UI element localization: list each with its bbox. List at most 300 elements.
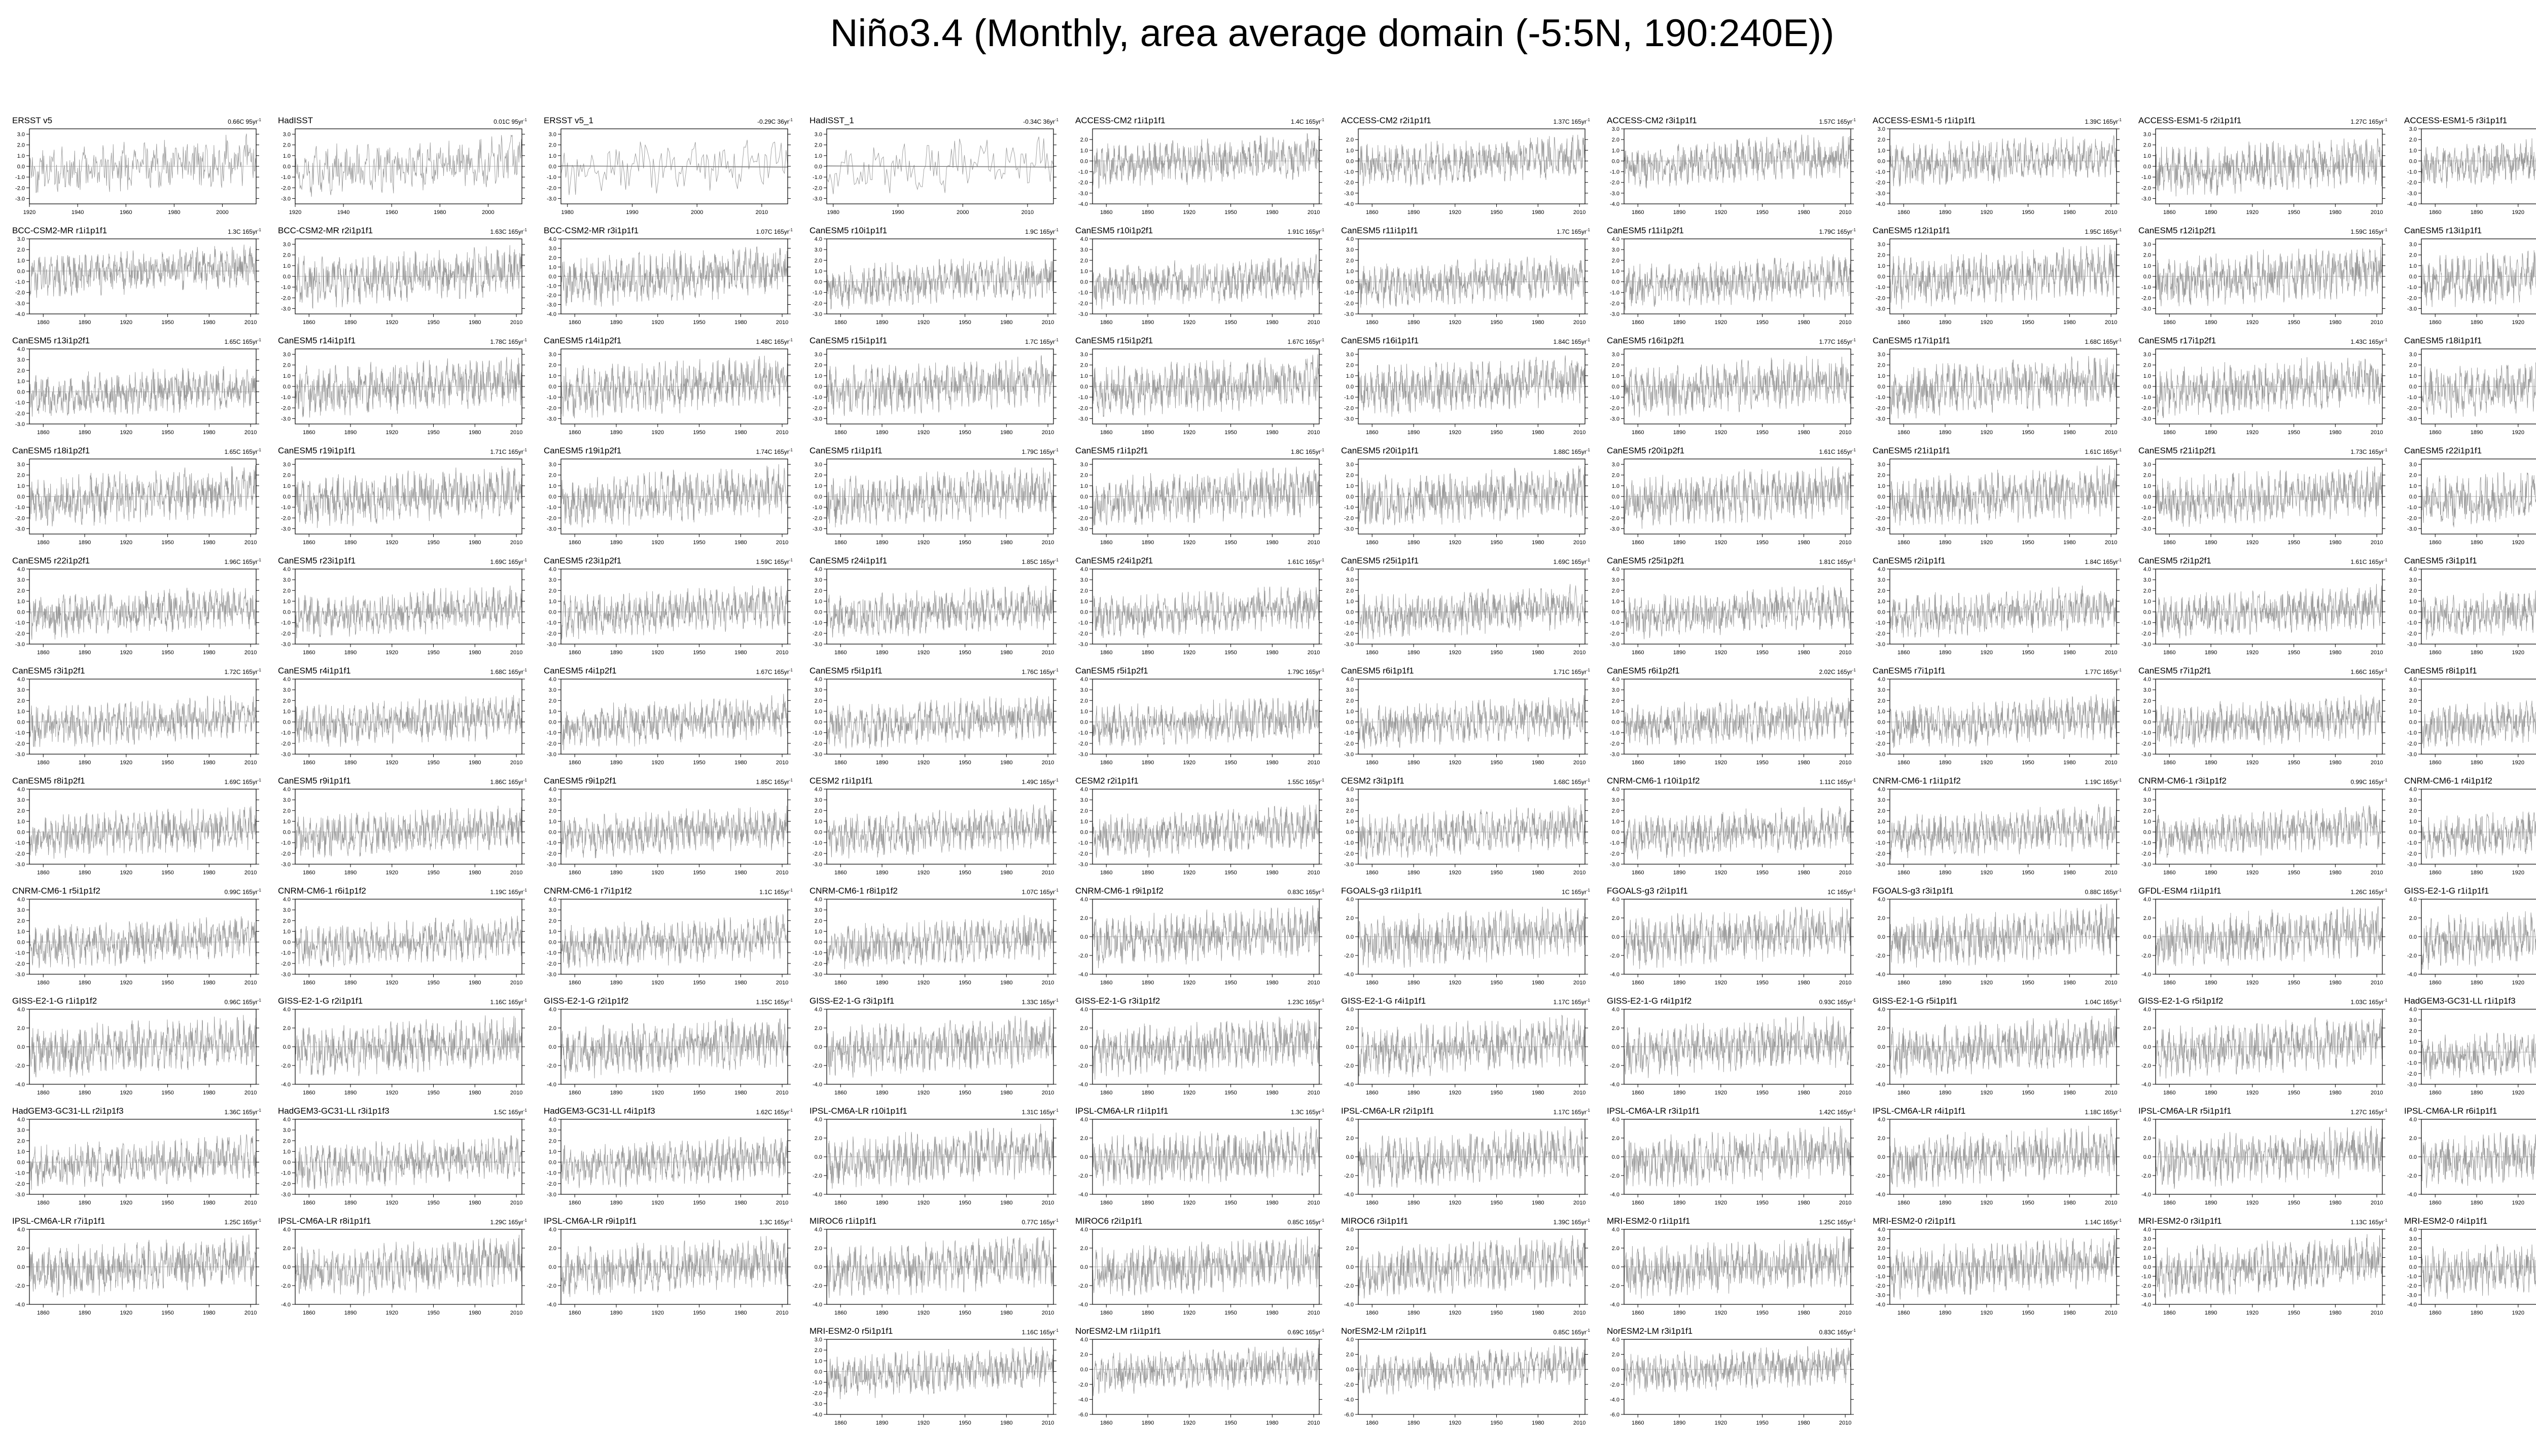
y-tick-label: 2.0 xyxy=(1346,1352,1354,1358)
y-tick-label: 3.0 xyxy=(548,351,556,358)
y-tick-label: 4.0 xyxy=(1877,787,1885,793)
y-tick-label: 3.0 xyxy=(1346,687,1354,694)
x-tick-label: 2010 xyxy=(510,980,523,986)
x-tick-label: 1980 xyxy=(203,980,216,986)
y-tick-label: -2.0 xyxy=(281,740,291,747)
y-tick-label: 3.0 xyxy=(1611,797,1619,804)
trend-exponent: -1 xyxy=(1586,228,1590,232)
x-tick-label: 1920 xyxy=(1183,319,1196,326)
x-tick-label: 1860 xyxy=(2429,209,2442,216)
panel-title: CanESM5 r4i1p2f1 xyxy=(544,666,617,676)
panel-title: GISS-E2-1-G r3i1p1f2 xyxy=(1075,996,1160,1006)
x-tick-label: 1950 xyxy=(2022,760,2034,766)
x-tick-label: 1860 xyxy=(2163,1200,2176,1206)
series-line xyxy=(29,366,256,417)
trend-exponent: -1 xyxy=(1852,888,1856,893)
panel-title: MRI-ESM2-0 r4i1p1f1 xyxy=(2404,1216,2488,1226)
y-tick-label: 2.0 xyxy=(814,1135,822,1142)
x-tick-label: 1980 xyxy=(734,760,747,766)
x-tick-label: 2010 xyxy=(1573,319,1586,326)
x-tick-label: 1860 xyxy=(1632,1090,1644,1096)
y-tick-label: 3.0 xyxy=(283,351,291,358)
series-line xyxy=(1093,1017,1319,1080)
y-tick-label: 4.0 xyxy=(283,1007,291,1013)
series-line xyxy=(1358,1015,1585,1077)
x-tick-label: 1950 xyxy=(1490,1090,1503,1096)
x-tick-label: 1860 xyxy=(569,1200,581,1206)
y-tick-label: -2.0 xyxy=(2141,850,2151,857)
y-tick-label: -4.0 xyxy=(2141,1192,2151,1198)
x-tick-label: 1980 xyxy=(2329,870,2342,876)
x-tick-label: 1890 xyxy=(78,1090,91,1096)
y-tick-label: 3.0 xyxy=(2143,461,2151,468)
x-tick-label: 1920 xyxy=(651,1090,664,1096)
y-tick-label: 3.0 xyxy=(2409,126,2417,132)
y-tick-label: 2.0 xyxy=(814,918,822,925)
panel-title: IPSL-CM6A-LR r10i1p1f1 xyxy=(809,1106,907,1116)
y-tick-label: 2.0 xyxy=(283,1246,291,1252)
x-tick-label: 1860 xyxy=(1100,1420,1113,1426)
y-tick-label: -3.0 xyxy=(1078,416,1088,422)
trend-exponent: -1 xyxy=(523,118,527,122)
timeseries-panel xyxy=(1334,116,1590,217)
y-tick-label: -3.0 xyxy=(15,972,25,978)
x-tick-label: 1980 xyxy=(1000,430,1013,436)
x-tick-label: 1950 xyxy=(2022,540,2034,546)
series-line xyxy=(1358,584,1585,640)
y-tick-label: -1.0 xyxy=(2141,174,2151,181)
series-line xyxy=(1093,354,1319,416)
y-tick-label: -3.0 xyxy=(1344,311,1354,317)
x-tick-label: 2010 xyxy=(2104,760,2118,766)
x-tick-label: 1920 xyxy=(917,430,930,436)
series-line xyxy=(1890,356,2117,418)
x-tick-label: 1980 xyxy=(1266,870,1279,876)
y-tick-label: -3.0 xyxy=(15,642,25,648)
y-tick-label: 0.0 xyxy=(814,494,822,500)
x-tick-label: 1860 xyxy=(2163,540,2176,546)
y-tick-label: 3.0 xyxy=(1877,351,1885,358)
plot-frame xyxy=(1358,679,1585,754)
series-line xyxy=(1890,586,2117,637)
trend-exponent: -1 xyxy=(1586,118,1590,122)
y-tick-label: 3.0 xyxy=(2143,241,2151,248)
panel-title: CanESM5 r15i1p1f1 xyxy=(809,336,888,345)
y-tick-label: 1.0 xyxy=(1080,708,1088,715)
y-tick-label: 0.0 xyxy=(548,164,556,170)
trend-exponent: -1 xyxy=(2118,118,2122,122)
y-tick-label: 1.0 xyxy=(1346,148,1354,154)
y-tick-label: 4.0 xyxy=(548,787,556,793)
trend-value: 1.5C xyxy=(494,1109,507,1116)
y-tick-label: -2.0 xyxy=(2141,1283,2151,1289)
y-tick-label: 4.0 xyxy=(814,787,822,793)
x-tick-label: 1950 xyxy=(2287,209,2300,216)
y-tick-label: 3.0 xyxy=(2409,1236,2417,1242)
trend-value: 1.76C xyxy=(1022,668,1038,676)
x-tick-label: 2010 xyxy=(1041,319,1054,326)
y-tick-label: 3.0 xyxy=(2409,351,2417,358)
y-tick-label: -3.0 xyxy=(2407,190,2417,197)
x-tick-label: 1890 xyxy=(1939,319,1952,326)
panel-title: CESM2 r2i1p1f1 xyxy=(1075,776,1139,786)
x-tick-label: 1860 xyxy=(834,1420,847,1426)
trend-period: 165yr xyxy=(1837,228,1852,235)
y-tick-label: -4.0 xyxy=(1876,201,1885,207)
x-tick-label: 1860 xyxy=(569,870,581,876)
trend-period: 165yr xyxy=(1571,448,1587,455)
timeseries-panel xyxy=(5,116,261,217)
x-tick-label: 1890 xyxy=(1939,980,1952,986)
x-tick-label: 1860 xyxy=(834,1310,847,1316)
timeseries-panel xyxy=(1068,886,1324,987)
y-tick-label: 2.0 xyxy=(1611,1025,1619,1032)
x-tick-label: 1890 xyxy=(610,319,623,326)
y-tick-label: -2.0 xyxy=(1078,1173,1088,1179)
panel-plot xyxy=(537,226,793,327)
panel-title: MRI-ESM2-0 r1i1p1f1 xyxy=(1607,1216,1690,1226)
y-tick-label: 2.0 xyxy=(2143,1135,2151,1142)
y-tick-label: -2.0 xyxy=(1876,953,1885,959)
x-tick-label: 1980 xyxy=(203,430,216,436)
y-tick-label: -4.0 xyxy=(2141,1302,2151,1308)
y-tick-label: 3.0 xyxy=(1877,1236,1885,1242)
y-tick-label: 2.0 xyxy=(1877,808,1885,814)
y-tick-label: -3.0 xyxy=(2141,526,2151,532)
timeseries-panel xyxy=(1068,116,1324,217)
trend-value: 1.68C xyxy=(2085,338,2101,345)
panel-title: MIROC6 r2i1p1f1 xyxy=(1075,1216,1143,1226)
y-tick-label: -2.0 xyxy=(1344,1063,1354,1069)
x-tick-label: 1860 xyxy=(1100,650,1113,656)
x-tick-label: 2010 xyxy=(2370,870,2383,876)
panel-title: ERSST v5_1 xyxy=(544,116,593,125)
y-tick-label: -4.0 xyxy=(1610,1302,1619,1308)
trend-value: 1.79C xyxy=(1022,448,1038,455)
timeseries-panel xyxy=(1068,776,1324,877)
x-tick-label: 1980 xyxy=(1266,650,1279,656)
x-tick-label: 1960 xyxy=(385,209,398,216)
y-tick-label: 1.0 xyxy=(17,378,25,385)
panel-plot xyxy=(1334,1216,1590,1318)
x-tick-label: 1920 xyxy=(1714,430,1728,436)
x-tick-label: 1860 xyxy=(37,319,50,326)
series-line xyxy=(2156,138,2382,196)
series-line xyxy=(1358,466,1585,525)
x-tick-label: 2010 xyxy=(1573,870,1586,876)
x-tick-label: 1860 xyxy=(1897,870,1910,876)
y-tick-label: 1.0 xyxy=(814,268,822,275)
x-tick-label: 1890 xyxy=(2204,540,2217,546)
x-tick-label: 1980 xyxy=(1000,319,1013,326)
trend-exponent: -1 xyxy=(1852,118,1856,122)
x-tick-label: 1920 xyxy=(917,1420,930,1426)
trend-exponent: -1 xyxy=(1852,1108,1856,1113)
x-tick-label: 1950 xyxy=(693,540,706,546)
y-tick-label: -1.0 xyxy=(1344,505,1354,511)
panel-title: GISS-E2-1-G r2i1p1f2 xyxy=(544,996,629,1006)
y-tick-label: 2.0 xyxy=(1877,472,1885,479)
x-tick-label: 2010 xyxy=(2370,760,2383,766)
y-tick-label: 4.0 xyxy=(548,1227,556,1233)
y-tick-label: 1.0 xyxy=(548,819,556,825)
panel-plot xyxy=(802,336,1059,437)
panel-title: IPSL-CM6A-LR r5i1p1f1 xyxy=(2138,1106,2232,1116)
timeseries-panel xyxy=(1334,666,1590,767)
trend-value: 1.62C xyxy=(756,1109,772,1116)
trend-period: 165yr xyxy=(1571,118,1587,125)
x-tick-label: 1920 xyxy=(651,319,664,326)
y-tick-label: 4.0 xyxy=(814,1227,822,1233)
x-tick-label: 1920 xyxy=(385,650,399,656)
y-tick-label: -3.0 xyxy=(1876,1292,1885,1299)
y-tick-label: 2.0 xyxy=(1346,808,1354,814)
y-tick-label: -3.0 xyxy=(547,302,556,308)
trend-value: 0.66C xyxy=(228,118,244,125)
y-tick-label: 3.0 xyxy=(1877,687,1885,694)
x-tick-label: 1950 xyxy=(1224,319,1237,326)
y-tick-label: 0.0 xyxy=(283,274,291,280)
y-tick-label: -3.0 xyxy=(813,862,822,868)
y-tick-label: 0.0 xyxy=(548,1159,556,1166)
x-tick-label: 2010 xyxy=(1839,760,1852,766)
y-tick-label: -2.0 xyxy=(547,185,556,192)
y-tick-label: 0.0 xyxy=(1080,384,1088,390)
series-line xyxy=(1624,696,1851,745)
panel-title: IPSL-CM6A-LR r4i1p1f1 xyxy=(1873,1106,1966,1116)
x-tick-label: 1980 xyxy=(1266,1420,1279,1426)
panel-plot xyxy=(2397,666,2536,767)
x-tick-label: 2010 xyxy=(776,870,789,876)
y-tick-label: 4.0 xyxy=(2143,677,2151,683)
timeseries-panel xyxy=(1865,556,2122,657)
trend-exponent: -1 xyxy=(1586,778,1590,783)
panel-title: CanESM5 r13i1p1f1 xyxy=(2404,226,2482,235)
x-tick-label: 1890 xyxy=(2204,1310,2217,1316)
series-line xyxy=(1093,1236,1319,1296)
x-tick-label: 1890 xyxy=(610,870,623,876)
y-tick-label: -3.0 xyxy=(2407,416,2417,422)
x-tick-label: 2010 xyxy=(1573,760,1586,766)
y-tick-label: 1.0 xyxy=(1611,373,1619,379)
trend-exponent: -1 xyxy=(1320,228,1324,232)
x-tick-label: 1860 xyxy=(1632,980,1644,986)
series-line xyxy=(1890,694,2117,748)
panel-plot xyxy=(2397,776,2536,877)
x-tick-label: 1950 xyxy=(1224,209,1237,216)
x-tick-label: 1890 xyxy=(2204,650,2217,656)
x-tick-label: 1890 xyxy=(1939,540,1952,546)
y-tick-label: -2.0 xyxy=(2407,850,2417,857)
trend-exponent: -1 xyxy=(257,448,261,452)
x-tick-label: 1920 xyxy=(2512,430,2525,436)
x-tick-label: 1860 xyxy=(1100,760,1113,766)
y-tick-label: 3.0 xyxy=(2409,797,2417,804)
x-tick-label: 1920 xyxy=(2246,980,2259,986)
trend-value: 0.96C xyxy=(224,999,241,1006)
x-tick-label: 2010 xyxy=(2370,540,2383,546)
panel-title: CanESM5 r5i1p1f1 xyxy=(809,666,883,676)
y-tick-label: -2.0 xyxy=(813,630,822,637)
x-tick-label: 1890 xyxy=(1141,430,1154,436)
x-tick-label: 2010 xyxy=(1041,980,1054,986)
y-tick-label: 2.0 xyxy=(2409,137,2417,144)
y-tick-label: -4.0 xyxy=(1876,1302,1885,1308)
y-tick-label: 3.0 xyxy=(2143,577,2151,584)
x-tick-label: 1950 xyxy=(693,430,706,436)
y-tick-label: 1.0 xyxy=(1611,708,1619,715)
timeseries-panel xyxy=(271,116,527,217)
trend-exponent: -1 xyxy=(1852,558,1856,562)
x-tick-label: 2010 xyxy=(1839,1200,1852,1206)
x-tick-label: 1920 xyxy=(1980,650,1993,656)
y-tick-label: -2.0 xyxy=(813,515,822,522)
x-tick-label: 1860 xyxy=(1897,1200,1910,1206)
x-tick-label: 1950 xyxy=(427,1200,440,1206)
series-line xyxy=(29,806,256,859)
y-tick-label: -3.0 xyxy=(1610,311,1619,317)
y-tick-label: -1.0 xyxy=(2407,169,2417,175)
y-tick-label: 1.0 xyxy=(1611,483,1619,489)
x-tick-label: 1950 xyxy=(427,760,440,766)
trend-value: 1.25C xyxy=(1819,1219,1836,1226)
x-tick-label: 1860 xyxy=(2429,540,2442,546)
y-tick-label: 4.0 xyxy=(2143,787,2151,793)
y-tick-label: -1.0 xyxy=(1876,730,1885,736)
trend-period: 165yr xyxy=(242,558,258,565)
trend-exponent: -1 xyxy=(1320,998,1324,1003)
x-tick-label: 2010 xyxy=(1041,540,1054,546)
panel-title: CanESM5 r14i1p1f1 xyxy=(278,336,356,345)
x-tick-label: 1950 xyxy=(1224,870,1237,876)
x-tick-label: 2010 xyxy=(510,1090,523,1096)
x-tick-label: 1980 xyxy=(203,760,216,766)
y-tick-label: -1.0 xyxy=(281,174,291,181)
trend-exponent: -1 xyxy=(1852,1218,1856,1223)
timeseries-panel xyxy=(1334,556,1590,657)
x-tick-label: 2010 xyxy=(2370,980,2383,986)
y-tick-label: 2.0 xyxy=(1346,1025,1354,1032)
y-tick-label: -6.0 xyxy=(1344,1412,1354,1418)
y-tick-label: -3.0 xyxy=(1344,416,1354,422)
timeseries-panel xyxy=(1334,1326,1590,1428)
y-tick-label: -4.0 xyxy=(2407,201,2417,207)
y-tick-label: -2.0 xyxy=(2141,185,2151,192)
y-tick-label: 0.0 xyxy=(1080,158,1088,165)
y-tick-label: -2.0 xyxy=(2407,630,2417,637)
y-tick-label: -6.0 xyxy=(1078,1412,1088,1418)
x-tick-label: 1950 xyxy=(693,1090,706,1096)
x-tick-label: 1980 xyxy=(469,1200,481,1206)
y-tick-label: -2.0 xyxy=(2407,1071,2417,1077)
y-tick-label: 0.0 xyxy=(17,1159,25,1166)
y-tick-label: 3.0 xyxy=(1611,687,1619,694)
panel-title: CanESM5 r7i1p2f1 xyxy=(2138,666,2211,676)
trend-exponent: -1 xyxy=(257,228,261,232)
x-tick-label: 1860 xyxy=(1632,1310,1644,1316)
y-tick-label: -2.0 xyxy=(2407,295,2417,302)
trend-value: -0.34C xyxy=(1023,118,1042,125)
y-tick-label: -3.0 xyxy=(1876,306,1885,312)
series-line xyxy=(561,464,788,527)
trend-value: 0.77C xyxy=(1022,1219,1038,1226)
panel-title: CanESM5 r11i1p1f1 xyxy=(1341,226,1418,235)
panel-title: CNRM-CM6-1 r10i1p1f2 xyxy=(1607,776,1700,786)
x-tick-label: 1860 xyxy=(2429,1310,2442,1316)
x-tick-label: 1980 xyxy=(1532,1090,1544,1096)
trend-period: 165yr xyxy=(1837,448,1852,455)
x-tick-label: 1950 xyxy=(1490,319,1503,326)
y-tick-label: 2.0 xyxy=(1877,362,1885,369)
x-tick-label: 1890 xyxy=(344,980,357,986)
y-tick-label: -2.0 xyxy=(1876,1063,1885,1069)
x-tick-label: 1860 xyxy=(2163,319,2176,326)
x-tick-label: 2010 xyxy=(1041,870,1054,876)
x-tick-label: 1890 xyxy=(875,430,889,436)
x-tick-label: 1890 xyxy=(344,650,357,656)
y-tick-label: -3.0 xyxy=(2141,306,2151,312)
y-tick-label: 0.0 xyxy=(1611,1044,1619,1050)
y-tick-label: -2.0 xyxy=(1876,630,1885,637)
y-tick-label: 0.0 xyxy=(1611,829,1619,836)
y-tick-label: 2.0 xyxy=(1346,137,1354,144)
timeseries-panel xyxy=(1068,1216,1324,1318)
x-tick-label: 2010 xyxy=(1307,430,1320,436)
y-tick-label: 2.0 xyxy=(814,698,822,704)
x-tick-label: 1920 xyxy=(917,1200,930,1206)
x-tick-label: 1950 xyxy=(959,540,971,546)
trend-period: 165yr xyxy=(508,778,523,786)
y-tick-label: 4.0 xyxy=(2409,1117,2417,1123)
y-tick-label: -2.0 xyxy=(15,961,25,967)
x-tick-label: 2010 xyxy=(776,540,789,546)
trend-value: 1.3C xyxy=(228,228,241,235)
y-tick-label: -3.0 xyxy=(813,1401,822,1407)
panel-plot xyxy=(271,996,527,1097)
x-tick-label: 1950 xyxy=(693,1310,706,1316)
trend-value: 1.84C xyxy=(2085,558,2101,565)
x-tick-label: 1950 xyxy=(161,540,174,546)
y-tick-label: 3.0 xyxy=(1877,126,1885,132)
y-tick-label: -4.0 xyxy=(2407,1192,2417,1198)
trend-exponent: -1 xyxy=(257,888,261,893)
series-line xyxy=(1093,695,1319,745)
trend-value: 1.29C xyxy=(490,1219,507,1226)
y-tick-label: 3.0 xyxy=(17,687,25,694)
x-tick-label: 1860 xyxy=(569,540,581,546)
panel-plot xyxy=(5,996,261,1097)
x-tick-label: 2010 xyxy=(510,1310,523,1316)
x-tick-label: 1980 xyxy=(168,209,181,216)
panel-title: CanESM5 r12i1p1f1 xyxy=(1873,226,1951,235)
y-tick-label: -2.0 xyxy=(1876,1283,1885,1289)
y-tick-label: -4.0 xyxy=(1610,201,1619,207)
series-line xyxy=(1624,135,1851,189)
x-tick-label: 1950 xyxy=(959,650,971,656)
x-tick-label: 1920 xyxy=(2512,1090,2525,1096)
x-tick-label: 1890 xyxy=(2470,319,2483,326)
panel-title: IPSL-CM6A-LR r6i1p1f1 xyxy=(2404,1106,2497,1116)
y-tick-label: 1.0 xyxy=(2143,373,2151,379)
y-tick-label: -4.0 xyxy=(547,311,556,317)
x-tick-label: 2010 xyxy=(2104,1310,2118,1316)
x-tick-label: 1890 xyxy=(1141,760,1154,766)
y-tick-label: -1.0 xyxy=(15,1170,25,1177)
y-tick-label: -1.0 xyxy=(15,279,25,286)
x-tick-label: 1980 xyxy=(1532,980,1544,986)
x-tick-label: 1950 xyxy=(1224,980,1237,986)
x-tick-label: 2010 xyxy=(1041,430,1054,436)
